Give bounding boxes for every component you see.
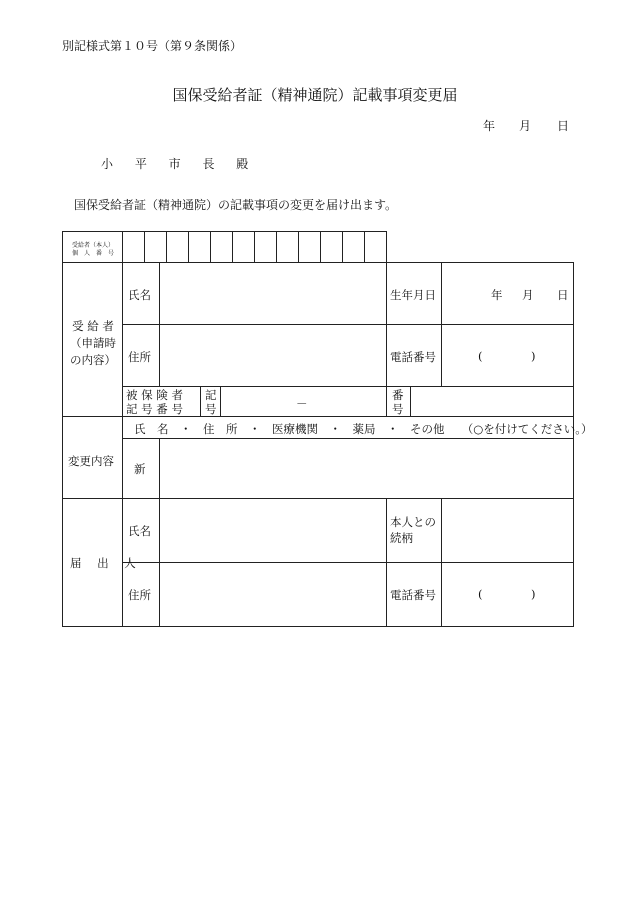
id-number-label: 受給者（本人） 個 人 番 号	[71, 242, 114, 257]
applicant-address-label: 住所	[128, 588, 151, 602]
new-value-label: 新	[134, 462, 146, 476]
kigo-dash: －	[296, 397, 308, 411]
recipient-address-field[interactable]	[165, 330, 383, 380]
applicant-phone-close: )	[531, 587, 536, 601]
applicant-phone-open: (	[478, 587, 483, 601]
birth-month-label: 月	[522, 288, 534, 302]
id-box-divider	[298, 231, 299, 262]
applicant-address-field[interactable]	[165, 568, 383, 620]
recipient-section-label: 受 給 者 （申請時 の内容）	[70, 319, 116, 367]
id-box-divider	[342, 231, 343, 262]
form-title: 国保受給者証（精神通院）記載事項変更届	[172, 86, 458, 104]
birth-date-label: 生年月日	[390, 288, 436, 302]
recipient-name-label: 氏名	[128, 288, 151, 302]
date-month-label: 月	[519, 119, 532, 133]
birth-day-label: 日	[557, 288, 569, 302]
recipient-address-label: 住所	[128, 350, 151, 364]
recipient-name-field[interactable]	[165, 270, 383, 320]
new-value-field[interactable]	[165, 443, 569, 493]
bango-label: 番 号	[392, 388, 404, 416]
id-box-divider	[254, 231, 255, 262]
applicant-name-field[interactable]	[165, 504, 383, 556]
addressee: 小 平 市 長 殿	[101, 157, 258, 171]
recipient-phone-close: )	[531, 349, 536, 363]
id-box-divider	[122, 231, 123, 262]
id-box-divider	[232, 231, 233, 262]
insured-number-field[interactable]	[414, 389, 570, 413]
applicant-phone-label: 電話番号	[390, 588, 436, 602]
applicant-name-label: 氏名	[128, 524, 151, 538]
id-box-divider	[386, 231, 387, 262]
date-year-label: 年	[483, 119, 496, 133]
recipient-phone-label: 電話番号	[390, 350, 436, 364]
change-section-label: 変更内容	[68, 454, 114, 468]
relation-label: 本人との 続柄	[390, 515, 436, 545]
form-reference: 別記様式第１０号（第９条関係）	[62, 39, 243, 53]
id-box-divider	[276, 231, 277, 262]
kigo-label: 記 号	[205, 388, 217, 416]
recipient-phone-open: (	[478, 349, 483, 363]
intro-text: 国保受給者証（精神通院）の記載事項の変更を届け出ます。	[74, 198, 398, 212]
insured-number-label: 被 保 険 者 記 号 番 号	[126, 388, 183, 416]
id-box-divider	[144, 231, 145, 262]
id-box-divider	[320, 231, 321, 262]
id-box-divider	[210, 231, 211, 262]
id-box-divider	[166, 231, 167, 262]
id-box-divider	[364, 231, 365, 262]
insured-symbol-field[interactable]	[224, 389, 384, 413]
relation-field[interactable]	[446, 504, 569, 556]
id-box-divider	[188, 231, 189, 262]
birth-year-label: 年	[491, 288, 503, 302]
change-options[interactable]: 氏 名 ・ 住 所 ・ 医療機関 ・ 薬局 ・ その他 （○を付けてください。）	[134, 422, 593, 436]
applicant-section-label: 届 出 人	[70, 556, 142, 570]
date-day-label: 日	[557, 119, 570, 133]
